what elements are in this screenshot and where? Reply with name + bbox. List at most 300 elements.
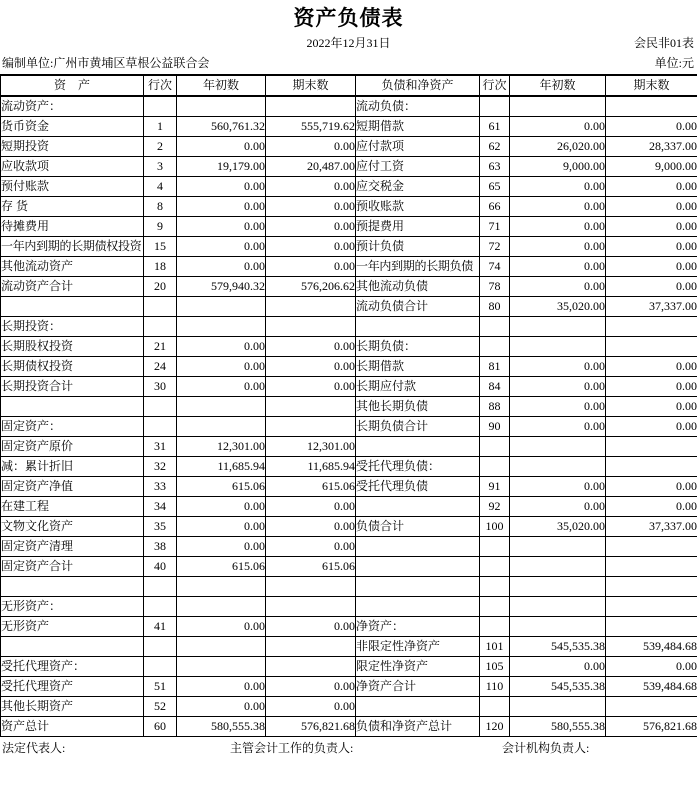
liability-opening-cell: 0.00: [510, 197, 606, 217]
liability-line-no-cell: [480, 557, 510, 577]
liability-label-cell: 长期负债：: [356, 337, 480, 357]
asset-opening-cell: 615.06: [177, 557, 266, 577]
asset-opening-cell: 0.00: [177, 337, 266, 357]
liability-opening-cell: [510, 617, 606, 637]
liability-line-no-cell: 101: [480, 637, 510, 657]
liability-closing-cell: 0.00: [606, 197, 697, 217]
liability-opening-cell: [510, 577, 606, 597]
liability-opening-cell: 26,020.00: [510, 137, 606, 157]
asset-closing-cell: 0.00: [266, 517, 356, 537]
asset-line-no-cell: 3: [144, 157, 177, 177]
table-row: [1, 637, 697, 657]
asset-opening-cell: [177, 317, 266, 337]
liability-opening-cell: 580,555.38: [510, 717, 606, 737]
asset-label-cell: 固定资产清理: [1, 537, 144, 557]
liability-opening-cell: [510, 457, 606, 477]
asset-label-cell: 受托代理资产: [1, 677, 144, 697]
liability-opening-cell: [510, 337, 606, 357]
asset-label-cell: [1, 397, 144, 417]
liability-closing-cell: [606, 577, 697, 597]
asset-label-cell: 减：累计折旧: [1, 457, 144, 477]
asset-line-no-cell: 8: [144, 197, 177, 217]
asset-closing-cell: [266, 597, 356, 617]
liability-label-cell: [356, 317, 480, 337]
liability-label-cell: [356, 597, 480, 617]
asset-label-cell: [1, 637, 144, 657]
table-row: [1, 617, 697, 637]
liability-line-no-cell: 91: [480, 477, 510, 497]
asset-opening-cell: 0.00: [177, 357, 266, 377]
liability-label-cell: 非限定性净资产: [356, 637, 480, 657]
form-code: 会民非01表: [633, 36, 694, 50]
liability-line-no-cell: [480, 537, 510, 557]
table-row: [1, 417, 697, 437]
asset-closing-cell: 20,487.00: [266, 157, 356, 177]
liability-opening-cell: 35,020.00: [510, 297, 606, 317]
liability-label-cell: [356, 497, 480, 517]
liability-closing-cell: 0.00: [606, 657, 697, 677]
asset-closing-cell: 576,206.62: [266, 277, 356, 297]
liability-opening-cell: 0.00: [510, 377, 606, 397]
liability-label-cell: 受托代理负债: [356, 477, 480, 497]
asset-line-no-cell: 52: [144, 697, 177, 717]
asset-label-cell: 资产总计: [1, 717, 144, 737]
asset-line-no-cell: 32: [144, 457, 177, 477]
table-row: [1, 717, 697, 737]
table-row: [1, 257, 697, 277]
liability-closing-cell: [606, 557, 697, 577]
balance-sheet-table: [0, 74, 697, 737]
meta-line: [0, 55, 697, 72]
table-row: [1, 337, 697, 357]
liability-label-cell: [356, 697, 480, 717]
asset-label-cell: 在建工程: [1, 497, 144, 517]
asset-closing-cell: 0.00: [266, 257, 356, 277]
asset-label-cell: [1, 297, 144, 317]
liability-line-no-cell: [480, 457, 510, 477]
liability-closing-cell: [606, 617, 697, 637]
asset-opening-cell: [177, 577, 266, 597]
liability-line-no-cell: 88: [480, 397, 510, 417]
asset-closing-cell: 0.00: [266, 357, 356, 377]
liability-opening-cell: [510, 96, 606, 117]
liability-closing-cell: [606, 597, 697, 617]
asset-opening-cell: 0.00: [177, 377, 266, 397]
col-header-closing-left: 期末数: [266, 75, 356, 96]
asset-line-no-cell: 38: [144, 537, 177, 557]
asset-opening-cell: 0.00: [177, 237, 266, 257]
liability-label-cell: 长期应付款: [356, 377, 480, 397]
liability-label-cell: 净资产：: [356, 617, 480, 637]
asset-opening-cell: 11,685.94: [177, 457, 266, 477]
liability-closing-cell: [606, 317, 697, 337]
asset-line-no-cell: 24: [144, 357, 177, 377]
asset-label-cell: 文物文化资产: [1, 517, 144, 537]
liability-closing-cell: [606, 457, 697, 477]
liability-closing-cell: [606, 437, 697, 457]
asset-label-cell: 受托代理资产：: [1, 657, 144, 677]
liability-closing-cell: 0.00: [606, 217, 697, 237]
liability-closing-cell: 0.00: [606, 177, 697, 197]
report-date: 2022年12月31日: [306, 36, 391, 50]
asset-label-cell: 短期投资: [1, 137, 144, 157]
asset-closing-cell: 0.00: [266, 537, 356, 557]
asset-line-no-cell: 20: [144, 277, 177, 297]
asset-opening-cell: 0.00: [177, 497, 266, 517]
liability-line-no-cell: 92: [480, 497, 510, 517]
liability-label-cell: 预提费用: [356, 217, 480, 237]
liability-line-no-cell: [480, 317, 510, 337]
asset-label-cell: 存 货: [1, 197, 144, 217]
legal-representative-label: 法定代表人:: [2, 741, 66, 755]
table-row: [1, 217, 697, 237]
asset-closing-cell: [266, 577, 356, 597]
liability-closing-cell: 0.00: [606, 117, 697, 137]
liability-line-no-cell: 105: [480, 657, 510, 677]
liability-opening-cell: [510, 697, 606, 717]
liability-line-no-cell: [480, 617, 510, 637]
table-row: [1, 557, 697, 577]
asset-label-cell: 无形资产: [1, 617, 144, 637]
asset-closing-cell: [266, 317, 356, 337]
asset-opening-cell: [177, 657, 266, 677]
liability-closing-cell: 0.00: [606, 377, 697, 397]
page-title: 资产负债表: [293, 6, 404, 30]
asset-label-cell: 固定资产：: [1, 417, 144, 437]
asset-line-no-cell: 21: [144, 337, 177, 357]
unit-label: 单位:元: [654, 56, 694, 70]
asset-line-no-cell: 33: [144, 477, 177, 497]
col-header-line-no-left: 行次: [144, 75, 177, 96]
asset-label-cell: 流动资产：: [1, 96, 144, 117]
liability-closing-cell: 0.00: [606, 497, 697, 517]
asset-line-no-cell: [144, 417, 177, 437]
asset-line-no-cell: 40: [144, 557, 177, 577]
table-row: [1, 517, 697, 537]
liability-opening-cell: 0.00: [510, 477, 606, 497]
table-row: [1, 277, 697, 297]
liability-opening-cell: 0.00: [510, 177, 606, 197]
asset-opening-cell: 0.00: [177, 217, 266, 237]
asset-line-no-cell: [144, 637, 177, 657]
liability-label-cell: 其他长期负债: [356, 397, 480, 417]
asset-line-no-cell: 31: [144, 437, 177, 457]
liability-label-cell: 限定性净资产: [356, 657, 480, 677]
liability-opening-cell: 0.00: [510, 217, 606, 237]
asset-opening-cell: 0.00: [177, 697, 266, 717]
asset-closing-cell: [266, 96, 356, 117]
asset-opening-cell: 0.00: [177, 677, 266, 697]
prepared-by: 编制单位:广州市黄埔区草根公益联合会: [2, 56, 210, 70]
table-row: [1, 577, 697, 597]
asset-opening-cell: [177, 397, 266, 417]
asset-label-cell: 固定资产合计: [1, 557, 144, 577]
liability-line-no-cell: [480, 577, 510, 597]
asset-opening-cell: 579,940.32: [177, 277, 266, 297]
liability-line-no-cell: 65: [480, 177, 510, 197]
liability-opening-cell: 545,535.38: [510, 677, 606, 697]
asset-line-no-cell: [144, 577, 177, 597]
liability-label-cell: 一年内到期的长期负债: [356, 257, 480, 277]
asset-opening-cell: 0.00: [177, 617, 266, 637]
liability-opening-cell: [510, 437, 606, 457]
liability-line-no-cell: [480, 437, 510, 457]
asset-line-no-cell: [144, 597, 177, 617]
asset-label-cell: 长期投资：: [1, 317, 144, 337]
liability-opening-cell: 0.00: [510, 417, 606, 437]
table-row: [1, 597, 697, 617]
asset-closing-cell: 11,685.94: [266, 457, 356, 477]
liability-label-cell: 其他流动负债: [356, 277, 480, 297]
liability-label-cell: 负债合计: [356, 517, 480, 537]
asset-opening-cell: [177, 417, 266, 437]
asset-opening-cell: 0.00: [177, 537, 266, 557]
asset-opening-cell: 19,179.00: [177, 157, 266, 177]
table-row: [1, 197, 697, 217]
liability-opening-cell: 0.00: [510, 357, 606, 377]
table-row: [1, 437, 697, 457]
table-row: [1, 457, 697, 477]
asset-closing-cell: [266, 397, 356, 417]
liability-line-no-cell: 120: [480, 717, 510, 737]
asset-line-no-cell: 18: [144, 257, 177, 277]
accounting-org-head-label: 会计机构负责人:: [502, 741, 590, 755]
liability-opening-cell: 9,000.00: [510, 157, 606, 177]
table-row: [1, 117, 697, 137]
table-row: [1, 677, 697, 697]
liability-line-no-cell: [480, 337, 510, 357]
asset-line-no-cell: [144, 397, 177, 417]
chief-accounting-officer-label: 主管会计工作的负责人:: [230, 741, 354, 755]
liability-label-cell: [356, 437, 480, 457]
asset-label-cell: 货币资金: [1, 117, 144, 137]
asset-line-no-cell: 30: [144, 377, 177, 397]
asset-closing-cell: 0.00: [266, 137, 356, 157]
asset-closing-cell: [266, 657, 356, 677]
liability-label-cell: [356, 577, 480, 597]
asset-line-no-cell: 9: [144, 217, 177, 237]
liability-closing-cell: 37,337.00: [606, 517, 697, 537]
table-row: [1, 657, 697, 677]
asset-line-no-cell: 1: [144, 117, 177, 137]
asset-closing-cell: 576,821.68: [266, 717, 356, 737]
asset-closing-cell: 0.00: [266, 217, 356, 237]
asset-label-cell: 固定资产净值: [1, 477, 144, 497]
asset-closing-cell: 0.00: [266, 497, 356, 517]
asset-opening-cell: [177, 96, 266, 117]
asset-opening-cell: 0.00: [177, 257, 266, 277]
asset-line-no-cell: 41: [144, 617, 177, 637]
asset-line-no-cell: 34: [144, 497, 177, 517]
liability-opening-cell: 35,020.00: [510, 517, 606, 537]
liability-label-cell: 受托代理负债：: [356, 457, 480, 477]
liability-closing-cell: 0.00: [606, 237, 697, 257]
table-row: [1, 377, 697, 397]
asset-line-no-cell: 51: [144, 677, 177, 697]
liability-opening-cell: 0.00: [510, 237, 606, 257]
liability-line-no-cell: [480, 597, 510, 617]
liability-label-cell: [356, 537, 480, 557]
asset-label-cell: 长期债权投资: [1, 357, 144, 377]
liability-line-no-cell: [480, 697, 510, 717]
asset-label-cell: [1, 577, 144, 597]
liability-label-cell: 长期负债合计: [356, 417, 480, 437]
col-header-opening-right: 年初数: [510, 75, 606, 96]
liability-opening-cell: 0.00: [510, 657, 606, 677]
asset-closing-cell: 0.00: [266, 697, 356, 717]
date-line: [0, 35, 697, 51]
asset-opening-cell: 0.00: [177, 517, 266, 537]
liability-closing-cell: 9,000.00: [606, 157, 697, 177]
liability-line-no-cell: 84: [480, 377, 510, 397]
asset-opening-cell: 0.00: [177, 177, 266, 197]
liability-line-no-cell: 74: [480, 257, 510, 277]
asset-closing-cell: 615.06: [266, 477, 356, 497]
liability-label-cell: 负债和净资产总计: [356, 717, 480, 737]
liability-line-no-cell: 78: [480, 277, 510, 297]
asset-opening-cell: 615.06: [177, 477, 266, 497]
col-header-opening-left: 年初数: [177, 75, 266, 96]
asset-line-no-cell: 4: [144, 177, 177, 197]
asset-line-no-cell: [144, 96, 177, 117]
liability-line-no-cell: [480, 96, 510, 117]
asset-label-cell: 其他流动资产: [1, 257, 144, 277]
asset-label-cell: 固定资产原价: [1, 437, 144, 457]
liability-opening-cell: [510, 317, 606, 337]
asset-closing-cell: 555,719.62: [266, 117, 356, 137]
liability-line-no-cell: 71: [480, 217, 510, 237]
table-row: [1, 477, 697, 497]
liability-closing-cell: [606, 337, 697, 357]
liability-line-no-cell: 90: [480, 417, 510, 437]
table-body: [1, 96, 697, 737]
asset-opening-cell: 12,301.00: [177, 437, 266, 457]
liability-label-cell: 应付工资: [356, 157, 480, 177]
liability-label-cell: 短期借款: [356, 117, 480, 137]
asset-label-cell: 长期股权投资: [1, 337, 144, 357]
liability-closing-cell: 0.00: [606, 277, 697, 297]
liability-line-no-cell: 81: [480, 357, 510, 377]
asset-label-cell: 无形资产：: [1, 597, 144, 617]
asset-closing-cell: 12,301.00: [266, 437, 356, 457]
liability-label-cell: 净资产合计: [356, 677, 480, 697]
liability-label-cell: [356, 557, 480, 577]
asset-line-no-cell: [144, 657, 177, 677]
table-row: [1, 177, 697, 197]
liability-closing-cell: 0.00: [606, 417, 697, 437]
asset-closing-cell: 0.00: [266, 197, 356, 217]
liability-label-cell: 应付款项: [356, 137, 480, 157]
asset-closing-cell: [266, 417, 356, 437]
asset-label-cell: 应收款项: [1, 157, 144, 177]
asset-closing-cell: 0.00: [266, 237, 356, 257]
liability-closing-cell: 0.00: [606, 257, 697, 277]
liability-closing-cell: 28,337.00: [606, 137, 697, 157]
asset-closing-cell: 615.06: [266, 557, 356, 577]
liability-closing-cell: 37,337.00: [606, 297, 697, 317]
asset-label-cell: 待摊费用: [1, 217, 144, 237]
liability-line-no-cell: 80: [480, 297, 510, 317]
liability-closing-cell: 539,484.68: [606, 637, 697, 657]
asset-line-no-cell: [144, 317, 177, 337]
asset-opening-cell: [177, 637, 266, 657]
liability-label-cell: 预收账款: [356, 197, 480, 217]
asset-closing-cell: [266, 297, 356, 317]
liability-opening-cell: 0.00: [510, 257, 606, 277]
liability-label-cell: 预计负债: [356, 237, 480, 257]
table-row: [1, 697, 697, 717]
liability-closing-cell: 539,484.68: [606, 677, 697, 697]
asset-line-no-cell: 2: [144, 137, 177, 157]
col-header-line-no-right: 行次: [480, 75, 510, 96]
liability-line-no-cell: 100: [480, 517, 510, 537]
liability-opening-cell: 0.00: [510, 497, 606, 517]
liability-opening-cell: [510, 557, 606, 577]
asset-line-no-cell: 35: [144, 517, 177, 537]
liability-opening-cell: 545,535.38: [510, 637, 606, 657]
table-row: [1, 497, 697, 517]
liability-closing-cell: 0.00: [606, 357, 697, 377]
liability-closing-cell: [606, 96, 697, 117]
table-row: [1, 137, 697, 157]
asset-opening-cell: 0.00: [177, 197, 266, 217]
asset-closing-cell: [266, 637, 356, 657]
table-row: [1, 297, 697, 317]
liability-closing-cell: 0.00: [606, 477, 697, 497]
col-header-assets: 资 产: [1, 75, 144, 96]
liability-closing-cell: 0.00: [606, 397, 697, 417]
liability-label-cell: 长期借款: [356, 357, 480, 377]
liability-line-no-cell: 63: [480, 157, 510, 177]
asset-line-no-cell: [144, 297, 177, 317]
asset-closing-cell: 0.00: [266, 337, 356, 357]
liability-line-no-cell: 110: [480, 677, 510, 697]
table-header: [1, 75, 697, 96]
liability-line-no-cell: 66: [480, 197, 510, 217]
liability-line-no-cell: 72: [480, 237, 510, 257]
table-row: [1, 537, 697, 557]
asset-line-no-cell: 60: [144, 717, 177, 737]
asset-closing-cell: 0.00: [266, 617, 356, 637]
table-row: [1, 96, 697, 117]
asset-label-cell: 一年内到期的长期债权投资: [1, 237, 144, 257]
col-header-liabilities: 负债和净资产: [356, 75, 480, 96]
liability-closing-cell: [606, 537, 697, 557]
header-row: [1, 75, 697, 96]
liability-opening-cell: 0.00: [510, 277, 606, 297]
liability-opening-cell: 0.00: [510, 397, 606, 417]
liability-line-no-cell: 61: [480, 117, 510, 137]
asset-label-cell: 长期投资合计: [1, 377, 144, 397]
asset-label-cell: 其他长期资产: [1, 697, 144, 717]
asset-closing-cell: 0.00: [266, 177, 356, 197]
asset-opening-cell: 0.00: [177, 137, 266, 157]
liability-closing-cell: [606, 697, 697, 717]
asset-label-cell: 预付账款: [1, 177, 144, 197]
liability-label-cell: 应交税金: [356, 177, 480, 197]
asset-line-no-cell: 15: [144, 237, 177, 257]
liability-label-cell: 流动负债：: [356, 96, 480, 117]
asset-closing-cell: 0.00: [266, 377, 356, 397]
liability-opening-cell: [510, 537, 606, 557]
asset-opening-cell: 580,555.38: [177, 717, 266, 737]
liability-label-cell: 流动负债合计: [356, 297, 480, 317]
asset-closing-cell: 0.00: [266, 677, 356, 697]
table-row: [1, 357, 697, 377]
liability-closing-cell: 576,821.68: [606, 717, 697, 737]
col-header-closing-right: 期末数: [606, 75, 697, 96]
asset-label-cell: 流动资产合计: [1, 277, 144, 297]
